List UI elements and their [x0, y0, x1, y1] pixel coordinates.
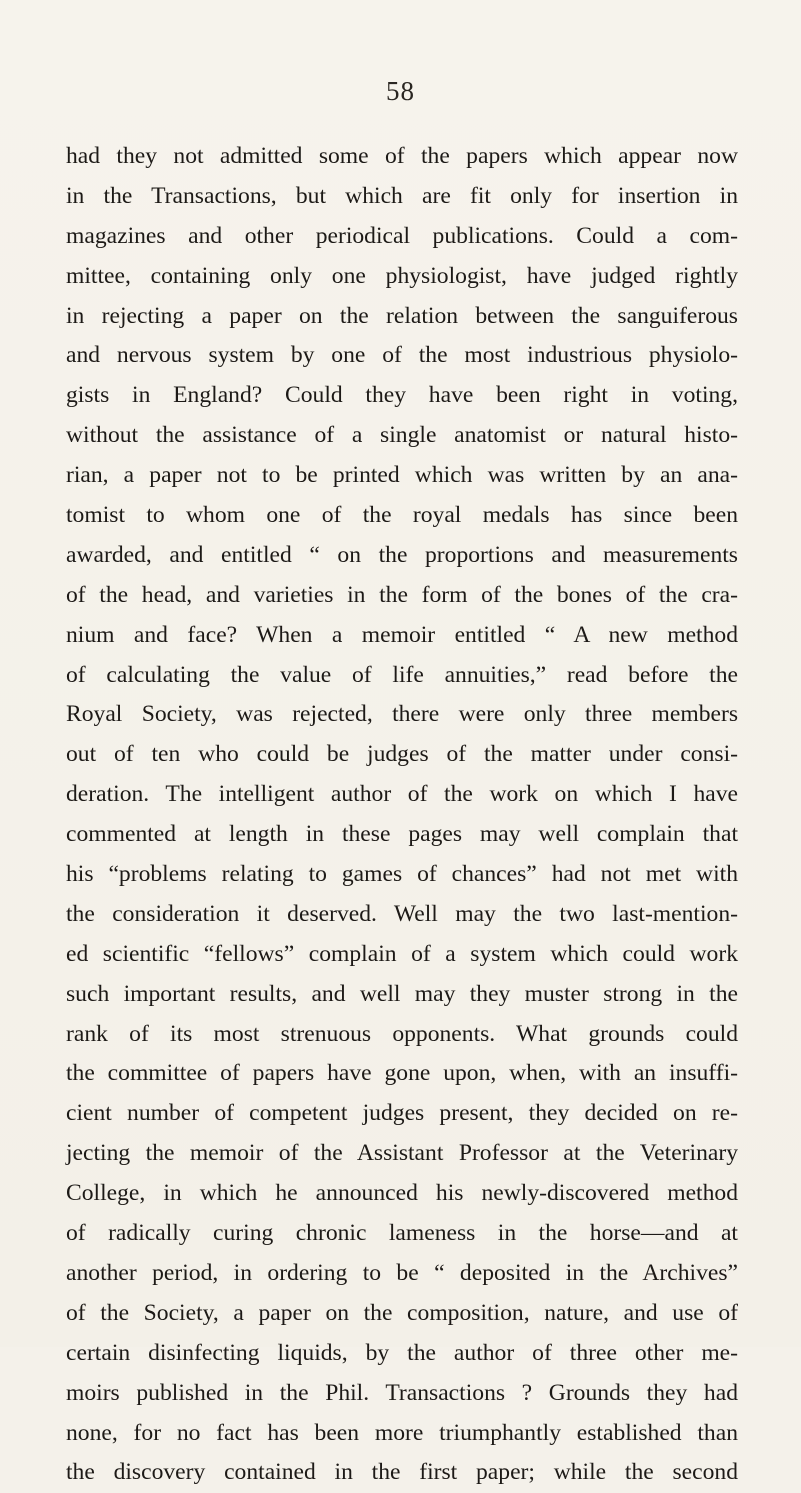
text-line: rank of its most strenuous opponents. What grounds could	[66, 1020, 738, 1047]
text-line: jecting the memoir of the Assistant Professor at the Veterinary	[66, 1140, 738, 1167]
text-line: none, for no fact has been more triumphantly established than	[66, 1419, 738, 1446]
text-line: mittee, containing only one physiologist, have judged rightly	[66, 262, 738, 289]
text-line: tomist to whom one of the royal medals has since been	[66, 502, 738, 529]
text-line: cient number of competent judges present, they decided on re-	[66, 1100, 738, 1127]
text-line: nium and face? When a memoir entitled “ A new method	[66, 621, 738, 648]
text-line: in rejecting a paper on the relation between the sanguiferous	[66, 302, 738, 329]
text-line: the consideration it deserved. Well may the two last-mention-	[66, 900, 738, 927]
text-line: out of ten who could be judges of the matter under consi-	[66, 741, 738, 768]
text-line: had they not admitted some of the papers which appear now	[66, 143, 738, 169]
text-line: and nervous system by one of the most industrious physiolo-	[66, 342, 738, 369]
text-line: his “problems relating to games of chances” had not met with	[66, 861, 738, 888]
page-number: 58	[386, 76, 415, 106]
text-line: ed scientific “fellows” complain of a system which could work	[66, 940, 738, 967]
text-line: of calculating the value of life annuities,” read before the	[66, 661, 738, 688]
text-line: magazines and other periodical publications. Could a com-	[66, 222, 738, 249]
text-line: of the Society, a paper on the composition, nature, and use of	[66, 1299, 738, 1326]
text-line: the discovery contained in the first paper; while the second	[66, 1459, 738, 1486]
text-line: certain disinfecting liquids, by the author of three other me-	[66, 1339, 738, 1366]
text-line: moirs published in the Phil. Transactions ? Grounds they had	[66, 1379, 738, 1406]
text-line: commented at length in these pages may well complain that	[66, 821, 738, 848]
text-line: of the head, and varieties in the form of the bones of the cra-	[66, 581, 738, 608]
text-line: of radically curing chronic lameness in the horse—and at	[66, 1220, 738, 1247]
text-line: such important results, and well may they muster strong in the	[66, 980, 738, 1007]
text-line: awarded, and entitled “ on the proportions and measurements	[66, 541, 738, 568]
text-line: without the assistance of a single anatomist or natural histo-	[66, 422, 738, 449]
text-line: rian, a paper not to be printed which was written by an ana-	[66, 462, 738, 489]
text-line: in the Transactions, but which are fit only for insertion in	[66, 182, 738, 209]
text-line: the committee of papers have gone upon, when, with an insuffi-	[66, 1060, 738, 1087]
text-line: another period, in ordering to be “ deposited in the Archives”	[66, 1259, 738, 1286]
text-line: Royal Society, was rejected, there were only three members	[66, 701, 738, 728]
text-line: deration. The intelligent author of the work on which I have	[66, 781, 738, 808]
body-text	[66, 137, 738, 1493]
text-line: College, in which he announced his newly-discovered method	[66, 1180, 738, 1207]
text-line: gists in England? Could they have been right in voting,	[66, 382, 738, 409]
